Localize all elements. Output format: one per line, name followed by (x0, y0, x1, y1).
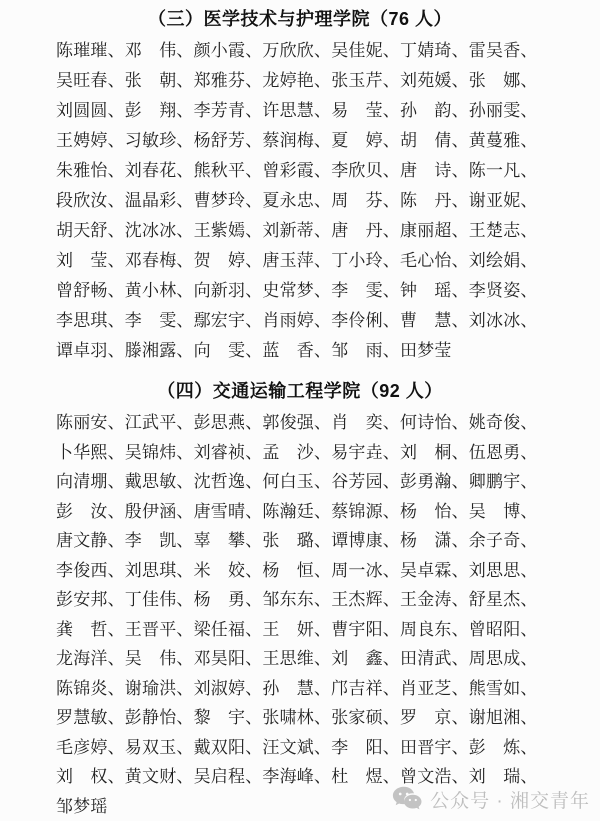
name-row: 胡天舒、沈冰冰、王紫嫣、刘新蒂、唐 丹、康丽超、王楚志、 (56, 221, 538, 240)
name-list-medical (0, 36, 600, 366)
name-row: 王娉婷、习敏珍、杨舒芳、蔡润梅、夏 婷、胡 倩、黄蔓雅、 (56, 131, 538, 150)
name-row: 陈锦炎、谢瑜洪、刘淑婷、孙 慧、邝吉祥、肖亚芝、熊雪如、 (56, 678, 538, 698)
name-row: 李思琪、李 雯、鄢宏宇、肖雨婷、李伶俐、曹 慧、刘冰冰、 (56, 311, 538, 330)
name-row: 彭 汝、殷伊涵、唐雪晴、陈瀚廷、蔡锦源、杨 怡、吴 博、 (56, 501, 538, 521)
name-row: 邹梦瑶 (56, 796, 108, 816)
name-row: 龙海洋、吴 伟、邓昊阳、王思维、刘 鑫、田清武、周思成、 (56, 649, 538, 668)
section-title-transport: （四）交通运输工程学院（92 人） (157, 381, 443, 401)
name-row: 刘 莹、邓春梅、贺 婷、唐玉萍、丁小玲、毛心怡、刘绘娟、 (56, 251, 538, 270)
name-row: 罗慧敏、彭静怡、黎 宇、张啸林、张家硕、罗 京、谢旭湘、 (56, 708, 538, 727)
name-row: 陈璀璀、邓 伟、颜小霞、万欣欣、吴佳妮、丁婧琦、雷吴香、 (56, 41, 538, 60)
name-row: 吴旺春、张 朝、郑雅芬、龙婷艳、张玉芹、刘苑媛、张 娜、 (56, 71, 538, 90)
name-row: 谭卓羽、滕湘露、向 雯、蓝 香、邹 雨、田梦莹 (56, 341, 452, 360)
section-title-medical: （三）医学技术与护理学院（76 人） (147, 9, 453, 29)
name-row: 毛彦婷、易双玉、戴双阳、汪文斌、李 阳、田晋宇、彭 炼、 (56, 737, 538, 757)
name-row: 段欣汝、温晶彩、曹梦玲、夏永忠、周 芬、陈 丹、谢亚妮、 (56, 191, 538, 210)
name-row: 龚 哲、王晋平、梁任福、王 妍、曹宇阳、周良东、曾昭阳、 (56, 619, 538, 639)
name-row: 卜华熙、吴锦炜、刘睿祯、孟 沙、易宇垚、刘 桐、伍恩勇、 (56, 442, 538, 462)
name-list-transport (0, 408, 600, 821)
name-row: 曾舒畅、黄小林、向新羽、史常梦、李 雯、钟 瑶、李贤姿、 (56, 281, 538, 300)
name-row: 彭安邦、丁佳伟、杨 勇、邹东东、王杰辉、王金涛、舒星杰、 (56, 590, 538, 609)
name-row: 陈丽安、江武平、彭思燕、郭俊强、肖 奕、何诗怡、姚奇俊、 (56, 413, 538, 432)
name-row: 向清堋、戴思敏、沈哲逸、何白玉、谷芳园、彭勇瀚、卿鹏宇、 (56, 472, 538, 491)
name-row: 唐文静、李 凯、辜 攀、张 璐、谭博康、杨 潇、余子奇、 (56, 531, 538, 550)
name-row: 刘圆圆、彭 翔、李芳青、许思慧、易 莹、孙 韵、孙丽雯、 (56, 101, 538, 120)
name-row: 朱雅怡、刘春花、熊秋平、曾彩霞、李欣贝、唐 诗、陈一凡、 (56, 161, 538, 180)
name-row: 刘 权、黄文财、吴启程、李海峰、杜 煜、曾文浩、刘 瑞、 (56, 767, 538, 786)
watermark-text: 公众号 · 湘交青年 (430, 791, 590, 812)
name-row: 李俊西、刘思琪、米 姣、杨 恒、周一冰、吴卓霖、刘思思、 (56, 560, 538, 580)
